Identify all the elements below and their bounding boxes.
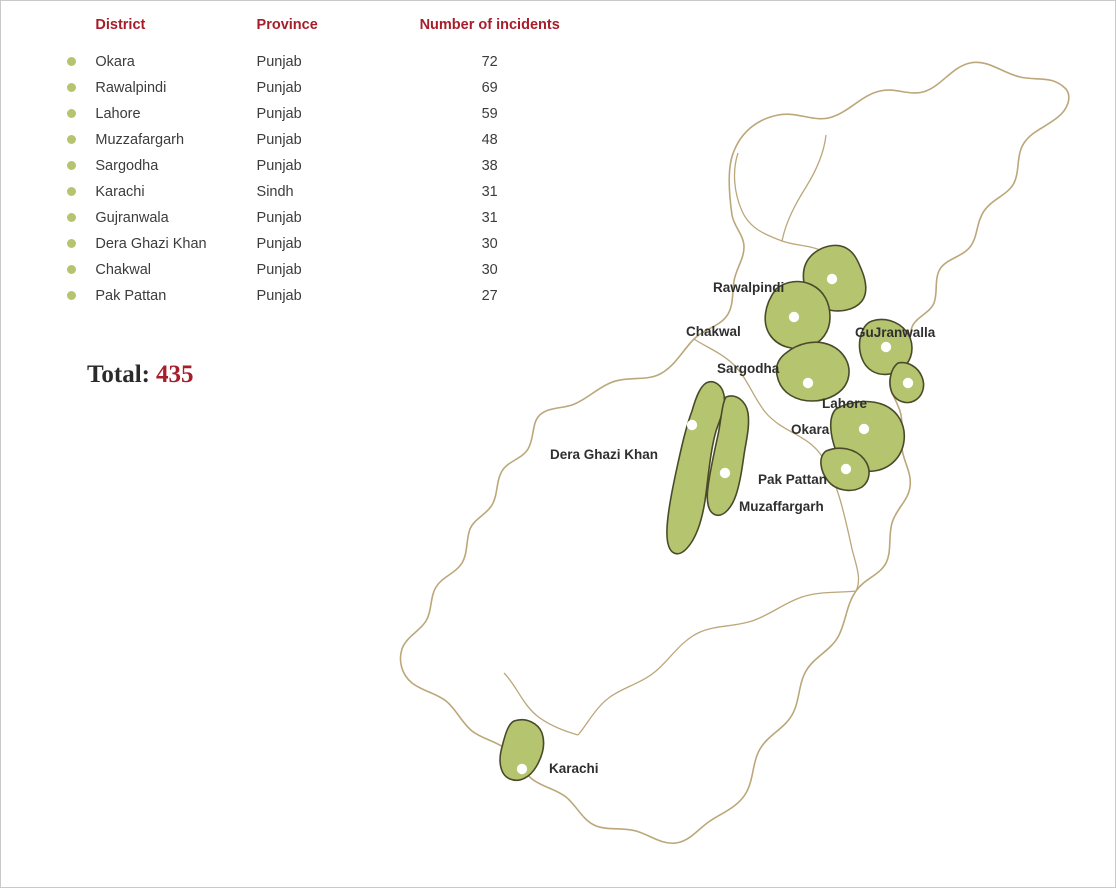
cell-province: Punjab [256,210,302,226]
bullet-dot-icon [67,109,76,118]
bullet-dot-icon [67,83,76,92]
row-bullet [61,49,95,75]
cell-district: Sargodha [95,158,159,174]
cell-district: Muzzafargarh [95,132,185,148]
cell-incidents: 48 [481,132,498,148]
row-bullet [61,75,95,101]
cell-incidents: 30 [481,262,498,278]
cell-district: Dera Ghazi Khan [95,236,207,252]
cell-district: Lahore [95,106,141,122]
cell-incidents: 69 [481,80,498,96]
bullet-dot-icon [67,161,76,170]
cell-province: Punjab [256,54,302,70]
cell-incidents: 30 [481,236,498,252]
district-marker-karachi [517,764,527,774]
cell-district: Gujranwala [95,210,169,226]
district-marker-rawalpindi [827,274,837,284]
cell-incidents: 31 [481,210,498,226]
map-label-okara: Okara [791,422,830,437]
province-boundary-kp [782,135,826,241]
bullet-dot-icon [67,265,76,274]
row-bullet [61,153,95,179]
map-label-lahore: Lahore [822,396,868,411]
cell-province: Punjab [256,236,302,252]
map-label-dera-ghazi-khan: Dera Ghazi Khan [550,447,659,462]
map-label-karachi: Karachi [549,761,599,776]
total-label: Total: [87,361,150,388]
cell-incidents: 59 [481,106,498,122]
row-bullet [61,231,95,257]
map-label-muzaffargarh: Muzaffargarh [739,499,824,514]
cell-incidents: 72 [481,54,498,70]
bullet-dot-icon [67,135,76,144]
row-bullet [61,179,95,205]
cell-district: Pak Pattan [95,288,167,304]
cell-incidents: 38 [481,158,498,174]
map-label-chakwal: Chakwal [686,324,741,339]
cell-province: Sindh [256,184,294,200]
row-bullet [61,101,95,127]
district-marker-muzaffargarh [720,468,730,478]
bullet-dot-icon [67,291,76,300]
total-value: 435 [155,361,194,388]
cell-province: Punjab [256,288,302,304]
district-marker-pakpattan [841,464,851,474]
bullet-dot-icon [67,57,76,66]
pakistan-map [186,31,1086,876]
cell-province: Punjab [256,106,302,122]
map-label-rawalpindi: Rawalpindi [713,280,785,295]
province-boundary-sindh [578,591,856,735]
cell-province: Punjab [256,132,302,148]
cell-district: Okara [95,54,135,70]
bullet-dot-icon [67,187,76,196]
cell-province: Punjab [256,262,302,278]
cell-incidents: 27 [481,288,498,304]
district-marker-dera-ghazi-khan [687,420,697,430]
cell-province: Punjab [256,80,302,96]
cell-district: Rawalpindi [95,80,167,96]
district-marker-lahore [903,378,913,388]
row-bullet [61,205,95,231]
district-marker-chakwal [789,312,799,322]
bullet-dot-icon [67,213,76,222]
district-shape-sargodha [776,342,849,401]
cell-district: Karachi [95,184,145,200]
cell-incidents: 31 [481,184,498,200]
row-bullet [61,283,95,309]
column-header-province: Province [256,17,318,33]
map-label-gujranwalla: GuJranwalla [855,325,936,340]
total-summary [87,361,193,389]
district-marker-okara [859,424,869,434]
district-marker-sargodha [803,378,813,388]
district-marker-gujranwalla [881,342,891,352]
row-bullet [61,257,95,283]
column-header-bullet [61,17,95,49]
cell-district: Chakwal [95,262,151,278]
bullet-dot-icon [67,239,76,248]
map-label-sargodha: Sargodha [717,361,780,376]
map-label-pak-pattan: Pak Pattan [758,472,828,487]
cell-province: Punjab [256,158,302,174]
row-bullet [61,127,95,153]
column-header-district: District [95,17,146,33]
column-header-incidents: Number of incidents [419,17,560,33]
